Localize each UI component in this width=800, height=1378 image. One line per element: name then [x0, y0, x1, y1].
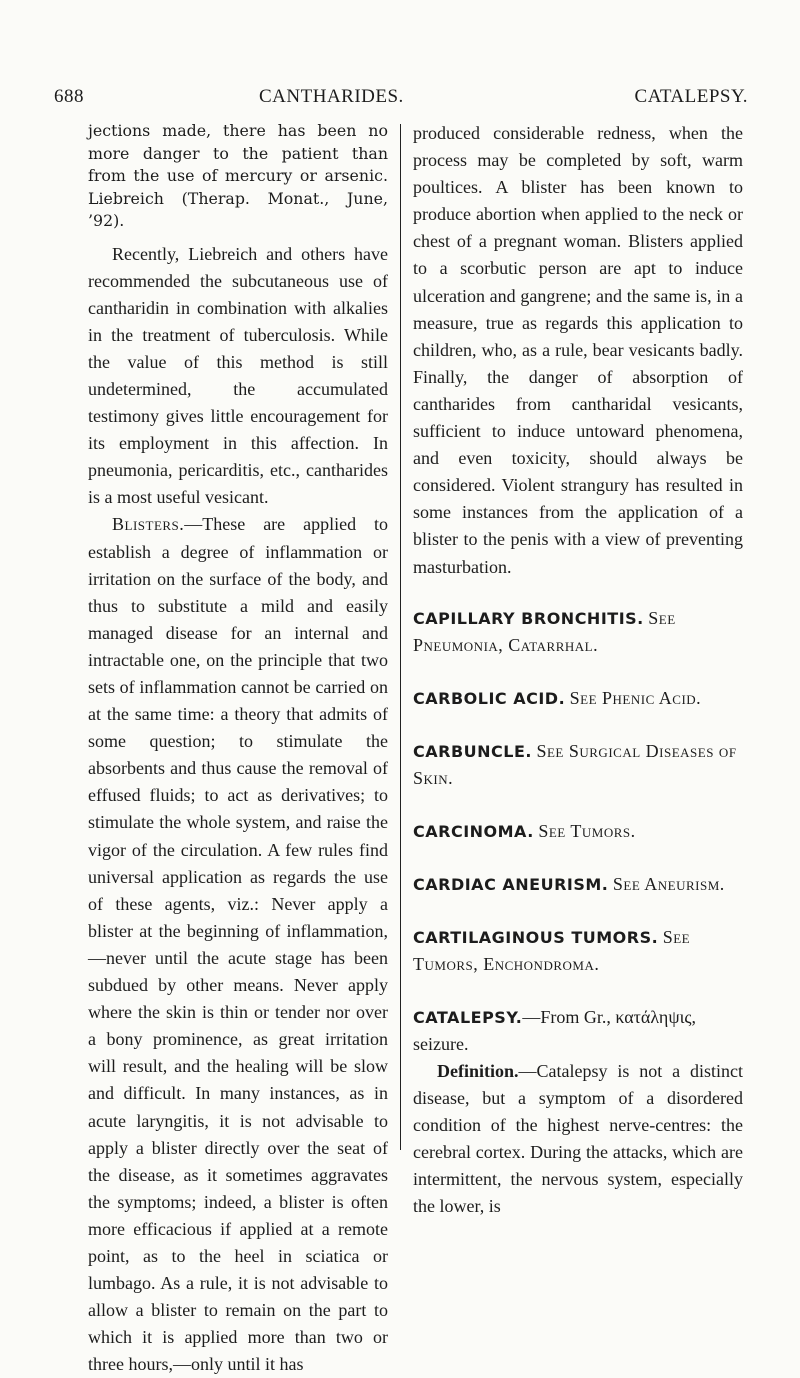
entry-catalepsy — [413, 1004, 743, 1058]
blisters-text: —These are applied to establish a degree of inflammation or irritation on the surface of the body, and thus to substitute a mild and easily managed disease for an internal and intractable one, on the principle that two sets of inflammation cannot be carried on at the same time: a theory that admits of some question; to stimulate the absorbents and thus cause the removal of effused fluids; to act as derivatives; to stimulate the whole system, and raise the vigor of the circulation. A few rules find universal application as regards the use of these agents, viz.: Never apply a blister at the beginning of inflammation,—never until the acute stage has been subdued by other means. Never apply where the skin is thin or tender nor over a bony prominence, as great irritation will result, and the healing will be slow and difficult. In many instances, as in acute laryngitis, it is not advisable to apply a blister directly over the seat of the disease, as it sometimes aggravates the symptoms; indeed, a blister is often more efficacious if applied at a remote point, as to the heel in sciatica or lumbago. As a rule, it is not advisable to allow a blister to remain on the part to which it is applied more than two or three hours,—only until it has — [88, 514, 388, 1375]
entry-term: CARTILAGINOUS TUMORS. — [413, 927, 659, 947]
etymology: —From Gr., κατάληψις, seizure. — [413, 1006, 697, 1054]
entry-cardiac-aneurism — [413, 871, 743, 898]
paragraph-continued: jections made, there has been no more danger to the patient than from the use of mercury or arsenic. Liebreich (Therap. Monat., June, ’92). — [88, 121, 388, 230]
entry-ref: See Tumors, Enchondroma. — [413, 926, 691, 974]
right-column — [413, 120, 743, 1220]
entry-term: CATALEPSY. — [413, 1007, 523, 1027]
running-title-right: CATALEPSY. — [634, 86, 748, 107]
entry-ref: See Aneurism. — [612, 873, 725, 894]
entry-capillary-bronchitis — [413, 605, 743, 659]
paragraph-liebreich: Recently, Liebreich and others have recommended the subcutaneous use of cantharidin in combination with alkalies in the treatment of tuberculosis. While the value of this method is still undetermined, the accumulated testimony gives little encouragement for its employment in this affection. In pneumonia, pericarditis, etc., cantharides is a most useful vesicant. — [88, 243, 388, 508]
page-number: 688 — [54, 86, 84, 107]
paragraph-poultices: produced considerable redness, when the process may be completed by soft, warm poultices. A blister has been known to produce abortion when applied to the neck or chest of a pregnant woman. Blisters applied to a scorbutic person are apt to induce ulceration and gangrene; and the same is, in a measure, true as regards this application to children, who, as a rule, bear vesicants badly. Finally, the danger of absorption of cantharides from cantharidal vesicants, sufficient to induce untoward phenomena, and even toxicity, should always be considered. Violent strangury has resulted in some instances from the application of a blister to the penis with a view of preventing masturbation. — [413, 123, 743, 577]
entry-cartilaginous-tumors — [413, 924, 743, 978]
entry-carbuncle — [413, 738, 743, 792]
definition-text: —Catalepsy is not a distinct disease, but a symptom of a disordered condition of the highest nerve-centres: the cerebral cortex. During the attacks, which are intermittent, the nervous system, especially the lower, is — [413, 1060, 743, 1217]
paragraph-definition — [413, 1058, 743, 1221]
entry-term: CARDIAC ANEURISM. — [413, 874, 609, 894]
definition-heading: Definition. — [437, 1060, 519, 1081]
entry-term: CARBUNCLE. — [413, 741, 532, 761]
entry-ref: See Pneumonia, Catarrhal. — [413, 607, 676, 655]
running-header — [54, 86, 748, 116]
entry-term: CAPILLARY BRONCHITIS. — [413, 608, 644, 628]
paragraph-blisters — [88, 511, 388, 1378]
left-column — [88, 120, 388, 1378]
entry-carcinoma — [413, 818, 743, 845]
column-divider — [400, 124, 401, 1150]
running-title-left: CANTHARIDES. — [259, 86, 404, 107]
entry-carbolic-acid — [413, 685, 743, 712]
entry-ref: See Phenic Acid. — [569, 687, 702, 708]
entry-term: CARBOLIC ACID. — [413, 688, 566, 708]
entry-ref: See Surgical Diseases of Skin. — [413, 740, 737, 788]
entry-term: CARCINOMA. — [413, 821, 534, 841]
blisters-heading: Blisters. — [112, 514, 185, 535]
entry-ref: See Tumors. — [538, 820, 636, 841]
